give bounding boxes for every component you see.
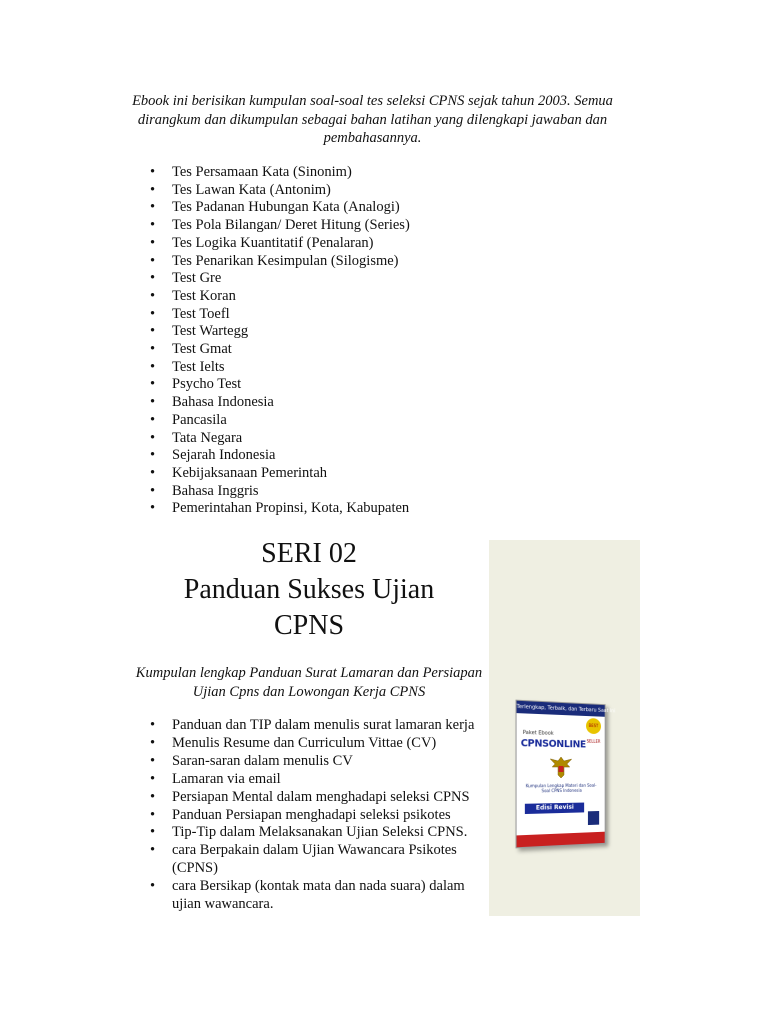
test-topic-item: • Tata Negara: [146, 430, 476, 448]
guide-topics-list: [146, 717, 491, 914]
guide-topic-item: • Saran-saran dalam menulis CV: [146, 753, 491, 771]
heading-line-2: Panduan Sukses Ujian: [183, 574, 435, 605]
heading-line-3: CPNS: [273, 610, 345, 641]
test-topic-item: • Bahasa Inggris: [146, 483, 476, 501]
garuda-emblem-icon: [548, 755, 573, 779]
test-topic-item: • Tes Pola Bilangan/ Deret Hitung (Series): [146, 217, 476, 235]
test-topic-item: • Pancasila: [146, 412, 476, 430]
test-topic-item: • Test Ielts: [146, 359, 476, 377]
series-description: Kumpulan lengkap Panduan Surat Lamaran dan Persiapan Ujian Cpns dan Lowongan Kerja CPNS: [135, 665, 483, 700]
guide-topic-item: • Lamaran via email: [146, 771, 491, 789]
cover-brand-title: CPNSONLINE: [520, 737, 586, 751]
test-topics-list: [146, 164, 476, 518]
ebook-cover-image: [516, 700, 616, 849]
cover-description: Kumpulan Lengkap Materi dan Soal-Soal CPNS Indonesia: [525, 782, 597, 794]
test-topic-item: • Bahasa Indonesia: [146, 394, 476, 412]
cover-paket-label: Paket Ebook: [522, 729, 554, 737]
guide-topic-item: • Tip-Tip dalam Melaksanakan Ujian Seleksi CPNS.: [146, 824, 491, 842]
test-topic-item: • Test Toefl: [146, 306, 476, 324]
intro-paragraph: Ebook ini berisikan kumpulan soal-soal tes seleksi CPNS sejak tahun 2003. Semua dirangkum dan dikumpulan sebagai bahan latihan yang dilengkapi jawaban dan pembahasannya.: [132, 93, 613, 146]
cover-website: www.cpnsonline.com: [522, 816, 566, 824]
test-topic-item: • Pemerintahan Propinsi, Kota, Kabupaten: [146, 500, 476, 518]
guide-topic-item: • cara Berpakain dalam Ujian Wawancara Psikotes (CPNS): [146, 842, 491, 878]
guide-topic-item: • Panduan Persiapan menghadapi seleksi psikotes: [146, 807, 491, 825]
series-heading: [148, 536, 470, 644]
test-topic-item: • Tes Logika Kuantitatif (Penalaran): [146, 235, 476, 253]
guide-topic-item: • Panduan dan TIP dalam menulis surat lamaran kerja: [146, 717, 491, 735]
test-topic-item: • Test Koran: [146, 288, 476, 306]
test-topic-item: • Sejarah Indonesia: [146, 447, 476, 465]
test-topic-item: • Tes Persamaan Kata (Sinonim): [146, 164, 476, 182]
best-seller-badge: BEST SELLER: [586, 718, 601, 734]
test-topic-item: • Test Gmat: [146, 341, 476, 359]
guide-topic-item: • Menulis Resume dan Curriculum Vittae (CV): [146, 735, 491, 753]
test-topic-item: • Test Wartegg: [146, 323, 476, 341]
book-cover-panel: [489, 540, 640, 916]
guide-topic-item: • cara Bersikap (kontak mata dan nada suara) dalam ujian wawancara.: [146, 878, 491, 914]
cover-edition-label: Edisi Revisi: [525, 803, 584, 814]
test-topic-item: • Tes Padanan Hubungan Kata (Analogi): [146, 199, 476, 217]
test-topic-item: • Psycho Test: [146, 376, 476, 394]
cover-top-strip: Terlengkap, Terbaik, dan Terbaru Saat Ini: [517, 701, 605, 717]
guide-topic-item: • Persiapan Mental dalam menghadapi seleksi CPNS: [146, 789, 491, 807]
test-topic-item: • Test Gre: [146, 270, 476, 288]
mini-book-icon: [587, 810, 600, 826]
heading-line-1: SERI 02: [261, 538, 357, 569]
test-topic-item: • Kebijaksanaan Pemerintah: [146, 465, 476, 483]
test-topic-item: • Tes Penarikan Kesimpulan (Silogisme): [146, 253, 476, 271]
test-topic-item: • Tes Lawan Kata (Antonim): [146, 182, 476, 200]
